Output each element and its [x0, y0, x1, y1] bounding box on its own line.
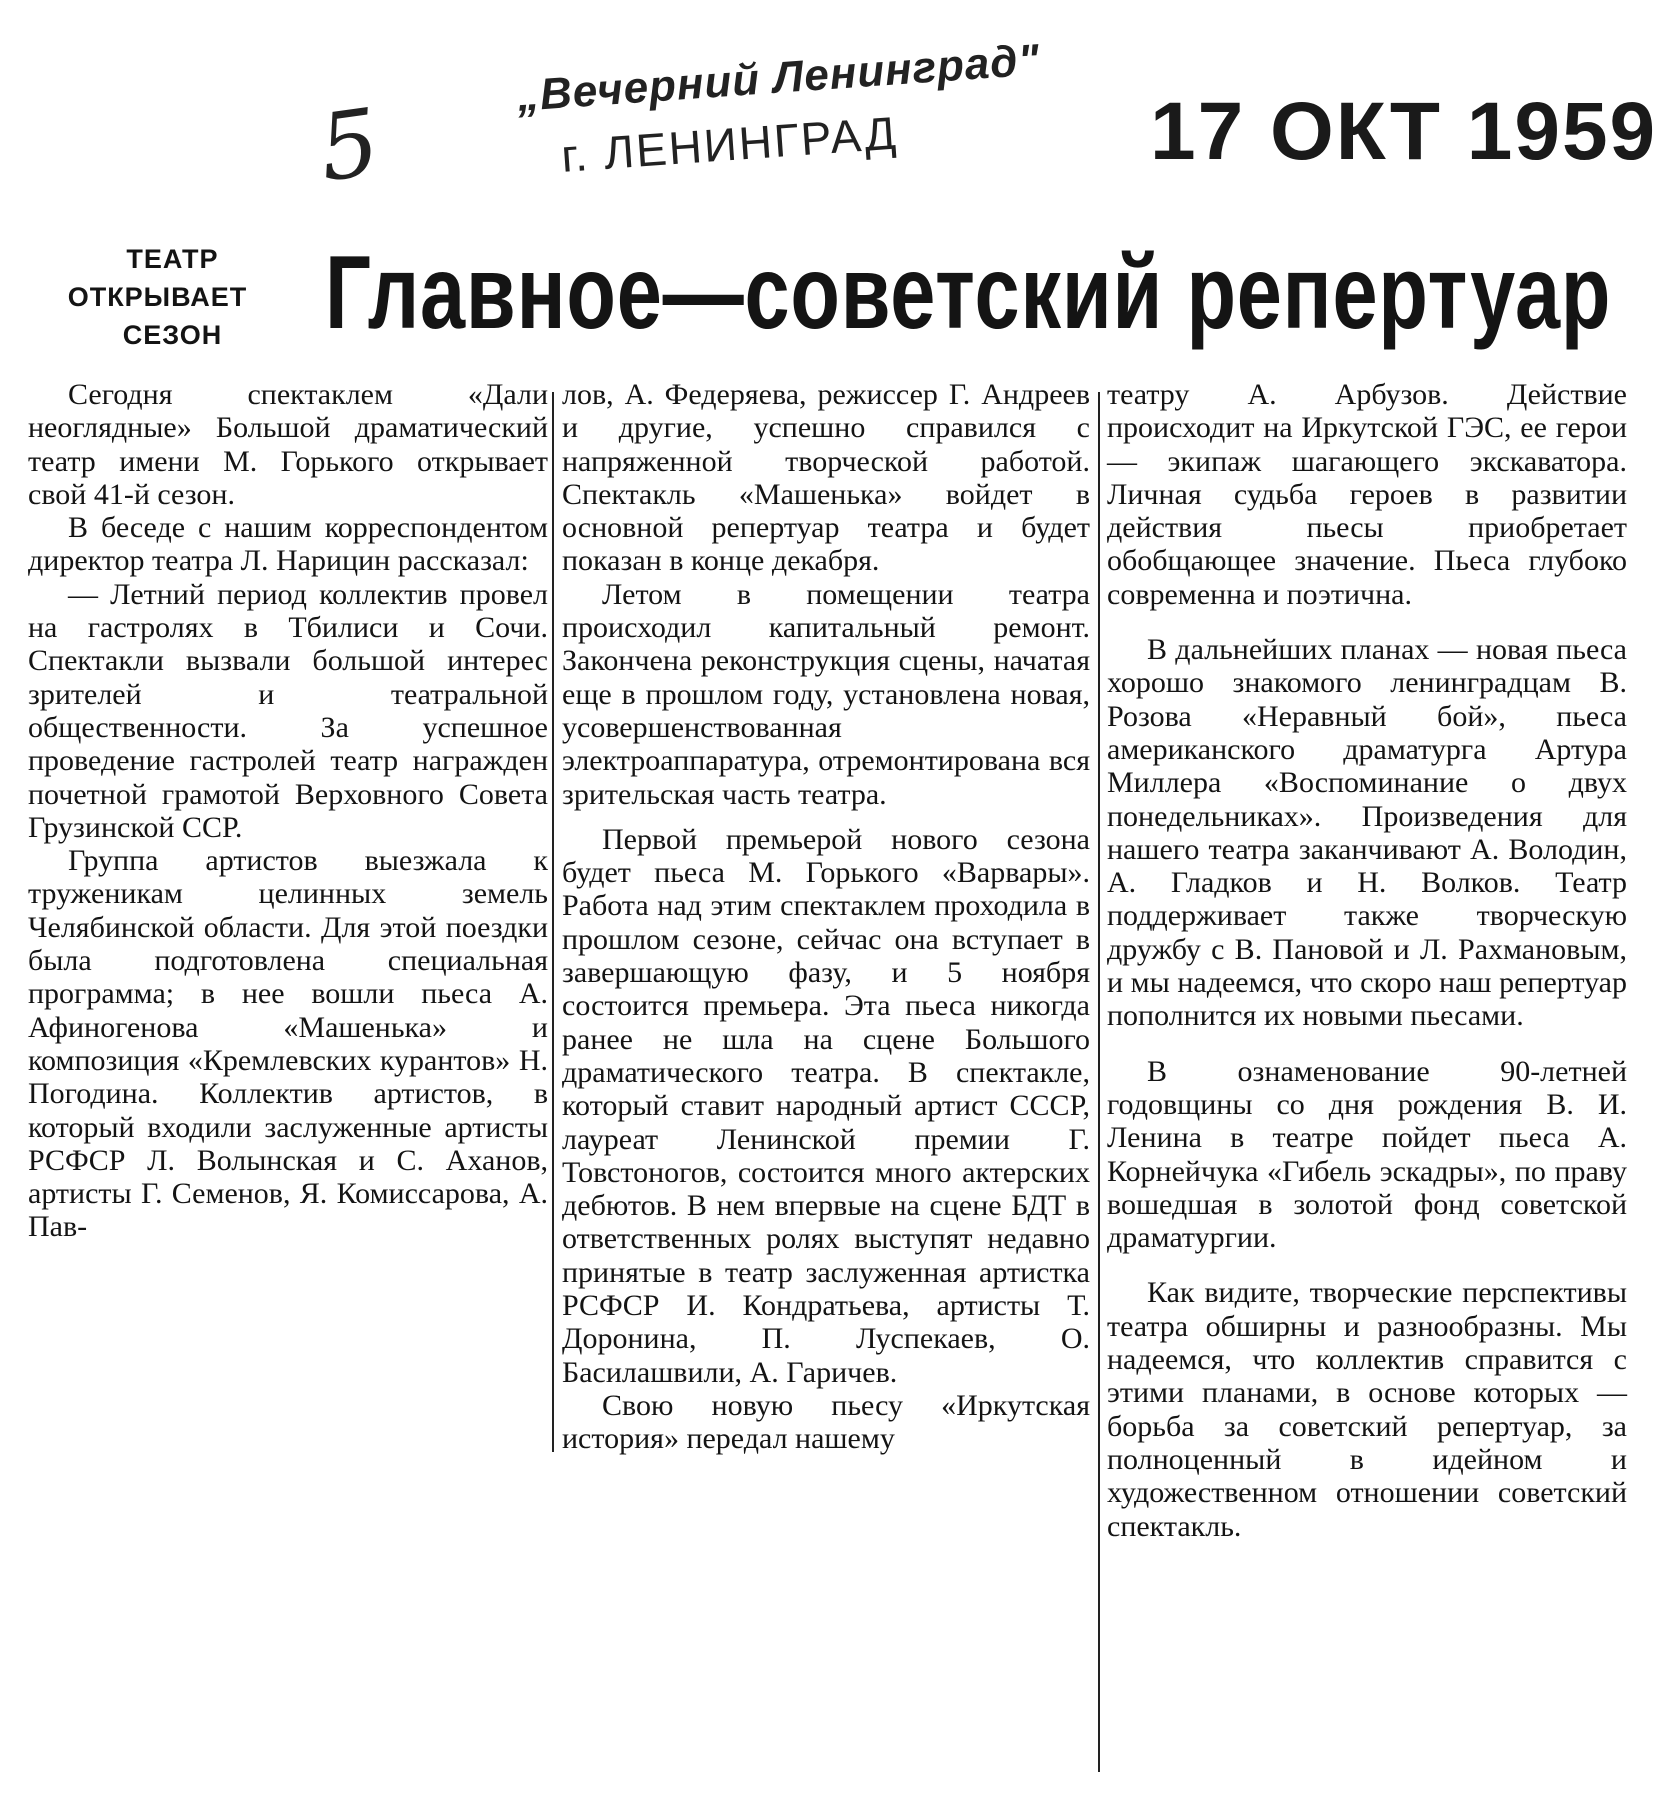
paragraph: В ознаменование 90-летней годовщины со дня рождения В. И. Ленина в театре пойдет пьеса А. Корнейчука «Гибель эскадры», по праву вошедшая в золотой фонд советской драматургии.	[1107, 1054, 1627, 1255]
article-column-1	[28, 378, 548, 1244]
paragraph: Сегодня спектаклем «Дали неоглядные» Большой драматический театр имени М. Горького открывает свой 41-й сезон.	[28, 378, 548, 511]
newspaper-city: г. ЛЕНИНГРАД	[559, 106, 900, 182]
clipping-stamp	[0, 0, 1663, 230]
paragraph: — Летний период коллектив провел на гастролях в Тбилиси и Сочи. Спектакли вызвали большой интерес зрителей и театральной общественности. За успешное проведение гастролей театр награжден почетной грамотой Верховного Совета Грузинской ССР.	[28, 577, 548, 844]
rubric-line: ТЕАТР	[126, 244, 219, 274]
paragraph: Свою новую пьесу «Иркутская история» передал нашему	[562, 1388, 1090, 1456]
paragraph: В дальнейших планах — новая пьеса хорошо знакомого ленинградцам В. Розова «Неравный бой», пьеса американского драматурга Артура Миллера «Воспоминание о двух понедельниках». Произведения для нашего театра заканчивают А. Володин, А. Гладков и Н. Волков. Театр поддерживает также творческую дружбу с В. Пановой и Л. Рахмановым, и мы надеемся, что скоро наш репертуар пополнится их новыми пьесами.	[1107, 633, 1627, 1033]
article-column-3	[1107, 378, 1627, 1543]
paragraph: Группа артистов выезжала к труженикам целинных земель Челябинской области. Для этой поездки была подготовлена специальная программа; в нее вошли пьеса А. Афиногенова «Машенька» и композиция «Кремлевских курантов» Н. Погодина. Коллектив артистов, в который входили заслуженные артисты РСФСР Л. Волынская и С. Аханов, артисты Г. Семенов, Я. Комиссарова, А. Пав-	[28, 844, 548, 1244]
paragraph: Как видите, творческие перспективы театра обширны и разнообразны. Мы надеемся, что коллектив справится с этими планами, в основе которых — борьба за советский репертуар, за полноценный в идейном и художественном отношении советский спектакль.	[1107, 1276, 1627, 1543]
rubric-line: ОТКРЫВАЕТ	[67, 282, 248, 312]
article-column-2	[562, 378, 1090, 1456]
paragraph: театру А. Арбузов. Действие происходит на Иркутской ГЭС, ее герои — экипаж шагающего экскаватора. Личная судьба героев в развитии действия пьесы приобретает обобщающее значение. Пьеса глубоко современна и поэтична.	[1107, 378, 1627, 611]
paragraph: лов, А. Федеряева, режиссер Г. Андреев и другие, успешно справился с напряженной творческой работой. Спектакль «Машенька» войдет в основной репертуар театра и будет показан в конце декабря.	[562, 378, 1090, 578]
headline: Главное—советский репертуар	[325, 235, 1612, 351]
paragraph: В беседе с нашим корреспондентом директор театра Л. Нарицин рассказал:	[28, 511, 548, 578]
newspaper-stamp	[515, 35, 1042, 221]
paragraph: Летом в помещении театра происходил капитальный ремонт. Закончена реконструкция сцены, начатая еще в прошлом году, установлена новая, усовершенствованная электроаппаратура, отремонтирована вся зрительская часть театра.	[562, 577, 1090, 811]
paragraph: Первой премьерой нового сезона будет пьеса М. Горького «Варвары». Работа над этим спектаклем проходила в прошлом сезоне, сейчас она вступает в завершающую фазу, и 5 ноября состоится премьера. Эта пьеса никогда ранее не шла на сцене Большого драматического театра. В спектакле, который ставит народный артист СССР, лауреат Ленинской премии Г. Товстоногов, состоится много актерских дебютов. В нем впервые на сцене БДТ в ответственных ролях выступят недавно принятые в театр заслуженная артистка РСФСР И. Кондратьева, артисты Т. Доронина, П. Луспекаев, О. Басилашвили, А. Гаричев.	[562, 822, 1090, 1389]
column-divider	[552, 392, 554, 1452]
rubric	[45, 240, 270, 354]
rubric-line: СЕЗОН	[122, 320, 223, 350]
newspaper-name: „Вечерний Ленинград"	[515, 35, 1042, 121]
column-divider	[1098, 392, 1100, 1772]
handwritten-number: 5	[312, 88, 386, 203]
date-stamp: 17 ОКТ 1959	[1150, 86, 1658, 177]
